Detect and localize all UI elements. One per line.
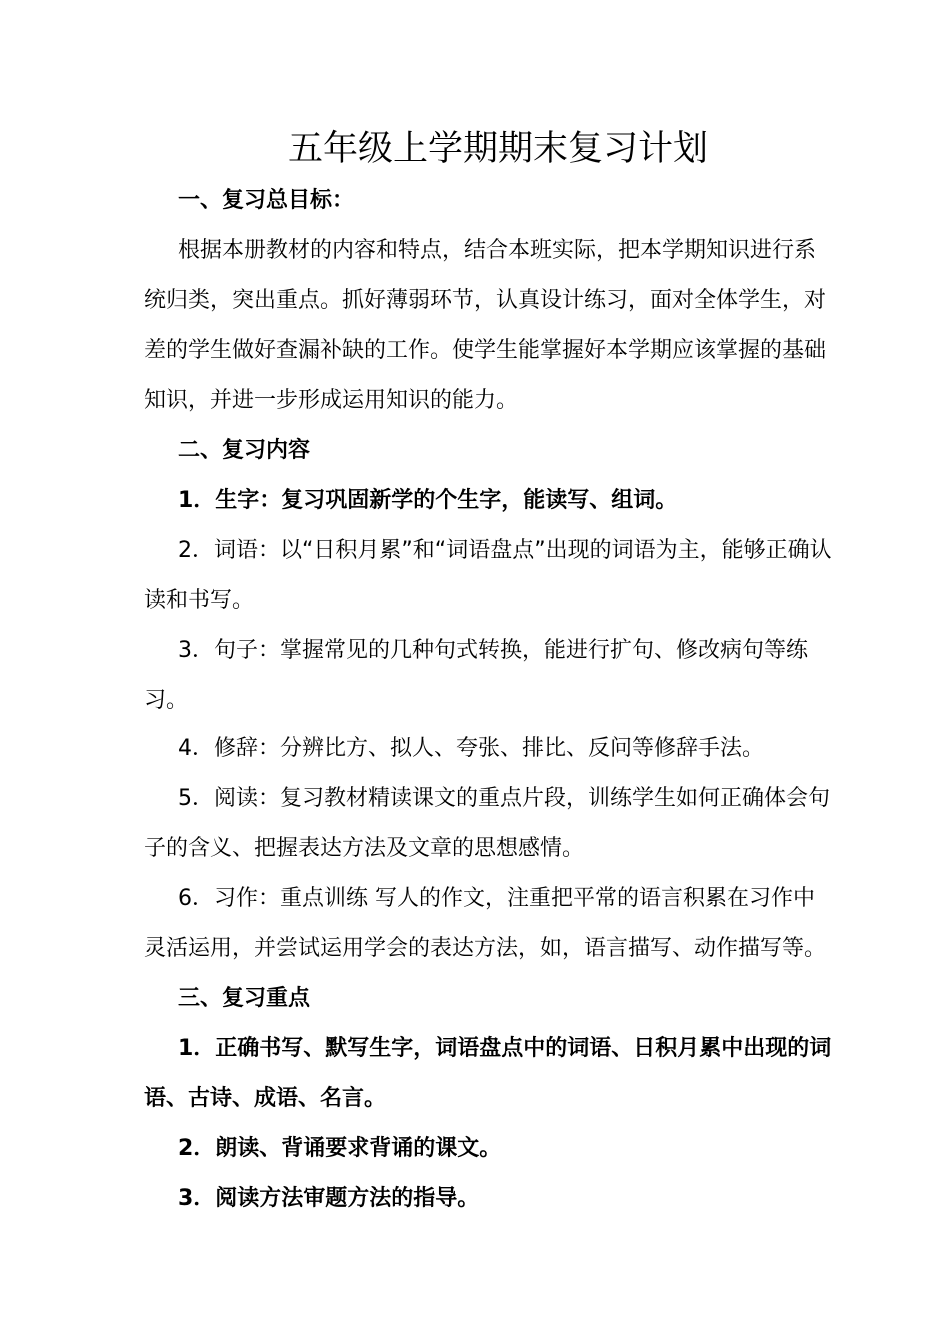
goals-paragraph: 根据本册教材的内容和特点，结合本班实际，把本学期知识进行系统归类，突出重点。抓好薄弱环节，认真设计练习，面对全体学生，对差的学生做好查漏补缺的工作。使学生能掌握好本学期应该掌握的基础知识，并进一步形成运用知识的能力。 [144,238,827,413]
section-heading-content: 二、复习内容 [178,438,311,463]
content-item-sentences: 3．句子：掌握常见的几种句式转换，能进行扩句、修改病句等练习。 [144,638,808,713]
focus-item-recitation: 2．朗读、背诵要求背诵的课文。 [178,1136,502,1161]
section-heading-focus: 三、复习重点 [178,986,311,1011]
section-heading-goals: 一、复习总目标： [178,188,355,213]
content-item-rhetoric: 4．修辞：分辨比方、拟人、夸张、排比、反问等修辞手法。 [178,736,764,761]
document-title: 五年级上学期期末复习计划 [287,129,708,169]
focus-item-writing: 1．正确书写、默写生字，词语盘点中的词语、日积月累中出现的词语、古诗、成语、名言。 [144,1036,832,1111]
focus-item-reading-method: 3．阅读方法审题方法的指导。 [178,1186,480,1211]
content-item-characters: 1．生字：复习巩固新学的个生字，能读写、组词。 [178,488,678,513]
content-item-reading: 5．阅读：复习教材精读课文的重点片段，训练学生如何正确体会句子的含义、把握表达方法及文章的思想感情。 [144,786,830,861]
content-item-words: 2．词语：以“日积月累”和“词语盘点”出现的词语为主，能够正确认读和书写。 [144,538,832,613]
content-item-writing: 6．习作：重点训练 写人的作文，注重把平常的语言积累在习作中灵活运用，并尝试运用学会的表达方法，如，语言描写、动作描写等。 [144,886,827,961]
